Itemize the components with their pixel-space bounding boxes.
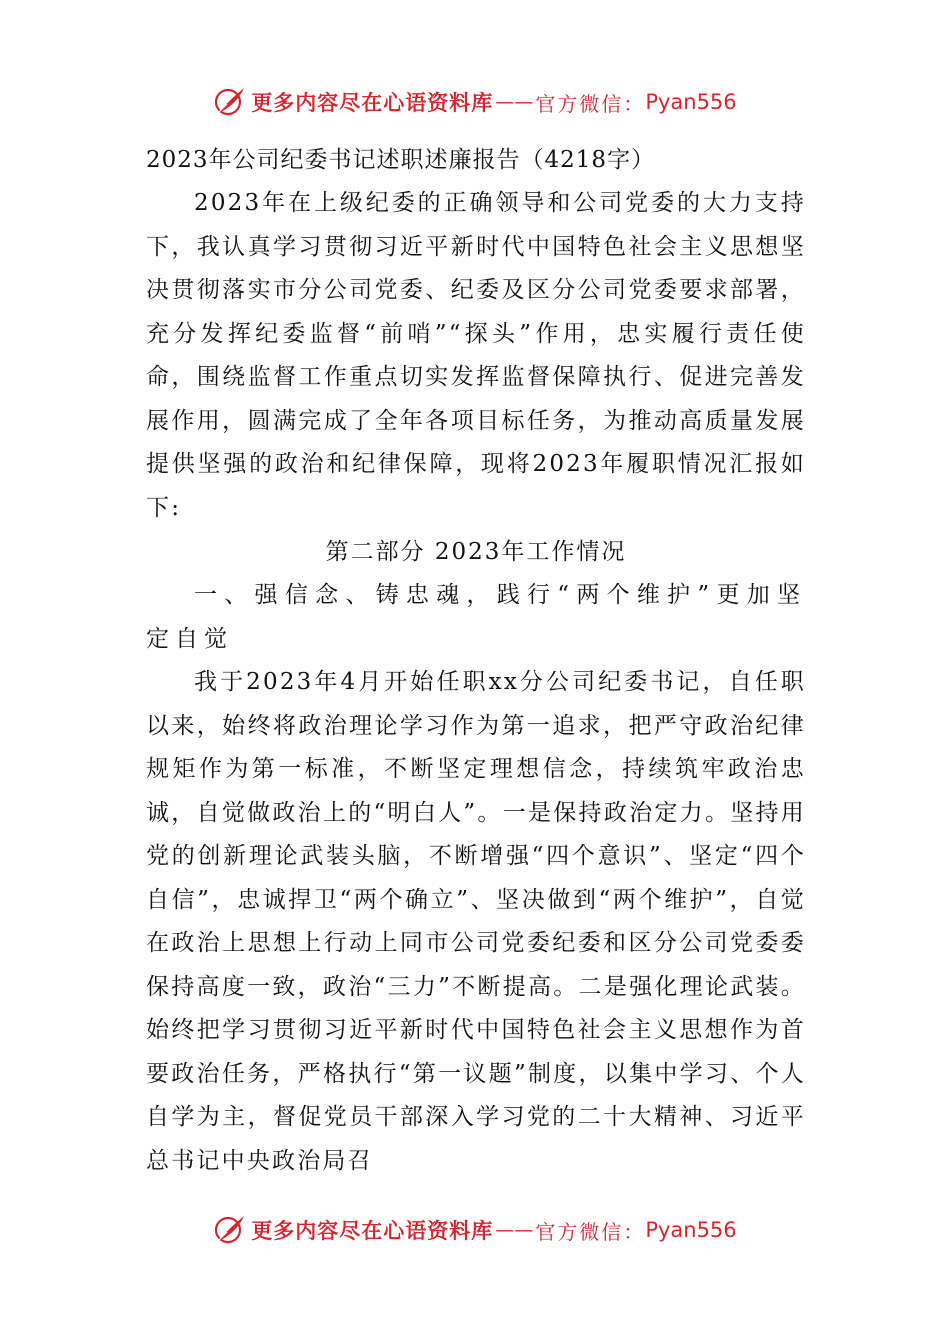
document-body [146, 138, 806, 1183]
subheading: 一、强信念、铸忠魂，践行“两个维护”更加坚定自觉 [146, 582, 806, 652]
header-watermark [0, 84, 950, 120]
section-heading: 第二部分 2023年工作情况 [325, 539, 627, 565]
watermark-brand: 更多内容尽在心语资料库 [251, 1219, 494, 1243]
watermark-official-label: 官方微信： [535, 1219, 646, 1244]
watermark-separator: —— [495, 91, 534, 113]
watermark-brand: 更多内容尽在心语资料库 [251, 91, 494, 115]
watermark-separator: —— [495, 1219, 534, 1241]
watermark-handle: Pyan556 [645, 1218, 737, 1242]
intro-paragraph: 2023年在上级纪委的正确领导和公司党委的大力支持下，我认真学习贯彻习近平新时代中国特色社会主义思想坚决贯彻落实市分公司党委、纪委及区分公司党委要求部署，充分发挥纪委监督“前哨”“探头”作用，忠实履行责任使命，围绕监督工作重点切实发挥监督保障执行、促进完善发展作用，圆满完成了全年各项目标任务，为推动高质量发展提供坚强的政治和纪律保障，现将2023年履职情况汇报如下: [146, 190, 806, 521]
footer-watermark [0, 1212, 950, 1248]
watermark-official-label: 官方微信： [535, 91, 646, 116]
watermark-handle: Pyan556 [645, 90, 737, 114]
quill-pen-logo-icon [213, 1213, 247, 1247]
quill-pen-logo-icon [213, 85, 247, 119]
body-paragraph: 我于2023年4月开始任职xx分公司纪委书记，自任职以来，始终将政治理论学习作为第一追求，把严守政治纪律规矩作为第一标准，不断坚定理想信念，持续筑牢政治忠诚，自觉做政治上的“明白人”。一是保持政治定力。坚持用党的创新理论武装头脑，不断增强“四个意识”、坚定“四个自信”，忠诚捍卫“两个确立”、坚决做到“两个维护”，自觉在政治上思想上行动上同市公司党委纪委和区分公司党委委保持高度一致，政治“三力”不断提高。二是强化理论武装。始终把学习贯彻习近平新时代中国特色社会主义思想作为首要政治任务，严格执行“第一议题”制度，以集中学习、个人自学为主，督促党员干部深入学习党的二十大精神、习近平总书记中央政治局召 [146, 669, 806, 1174]
document-title: 2023年公司纪委书记述职述廉报告（4218字） [146, 147, 656, 173]
